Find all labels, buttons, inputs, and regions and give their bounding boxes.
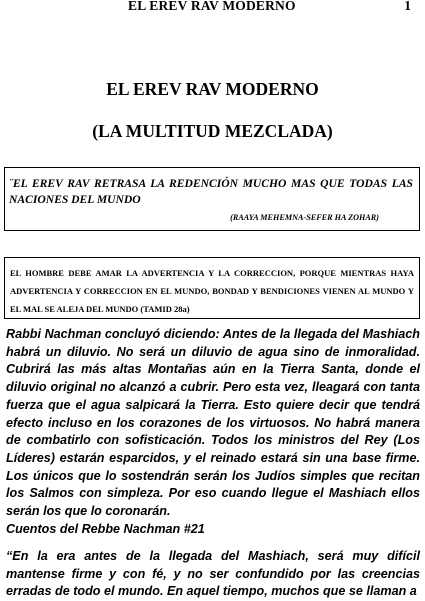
talmud-quote-text: EL HOMBRE DEBE AMAR LA ADVERTENCIA Y LA CORRECCION, PORQUE MIENTRAS HAYA ADVERTENCIA Y CORRECCION EN EL MUNDO, BONDAD Y BENDICIONES VIENEN AL MUNDO Y EL MAL SE ALEJA DEL MUNDO (TAMID 28a) [10, 268, 414, 314]
zohar-quote-text: ¨EL EREV RAV RETRASA LA REDENCIÓN MUCHO MAS QUE TODAS LAS NACIONES DEL MUNDO [9, 177, 413, 206]
zohar-quote-box [4, 167, 420, 231]
page-number: 1 [404, 0, 411, 13]
paragraph-body: Rabbi Nachman concluyó diciendo: Antes de la llegada del Mashiach habrá un diluvio. No será un diluvio de agua sino de inmoralidad. Cubrirá las más altas Montañas aún en la Tierra Santa, donde el diluvio original no alcanzó a cubrir. Pero esta vez, lleagará con tanta fuerza que el agua salpicará la Tierra. Esto quiere decir que tendrá efecto incluso en los corazones de los virtuosos. No habrá manera de combatirlo con sofisticación. Todos los ministros del Rey (Los Líderes) estarán esparcidos, y el reinado estará sin una base firme. Los únicos que lo sostendrán serán los Judíos simples que recitan los Salmos con simpleza. Por eso cuando llegue el Mashiach ellos serán los que lo coronarán. [6, 327, 420, 519]
zohar-quote-source: (RAAYA MEHEMNA-SEFER HA ZOHAR) [230, 213, 379, 222]
document-title: EL EREV RAV MODERNO [106, 79, 319, 99]
document-subtitle: (LA MULTITUD MEZCLADA) [92, 121, 333, 141]
running-header-title: EL EREV RAV MODERNO [128, 0, 296, 13]
rebbe-nachman-paragraph [6, 326, 420, 538]
page-header [0, 0, 425, 16]
talmud-quote-box [4, 257, 420, 319]
paragraph-source: Cuentos del Rebbe Nachman #21 [6, 521, 205, 536]
mashiach-era-paragraph: “En la era antes de la llegada del Mashiach, será muy difícil mantense firme y con fé, y no ser confundido por las creencias erradas de todo el mundo. En aquel tiempo, muchos que se llaman a [6, 549, 420, 599]
